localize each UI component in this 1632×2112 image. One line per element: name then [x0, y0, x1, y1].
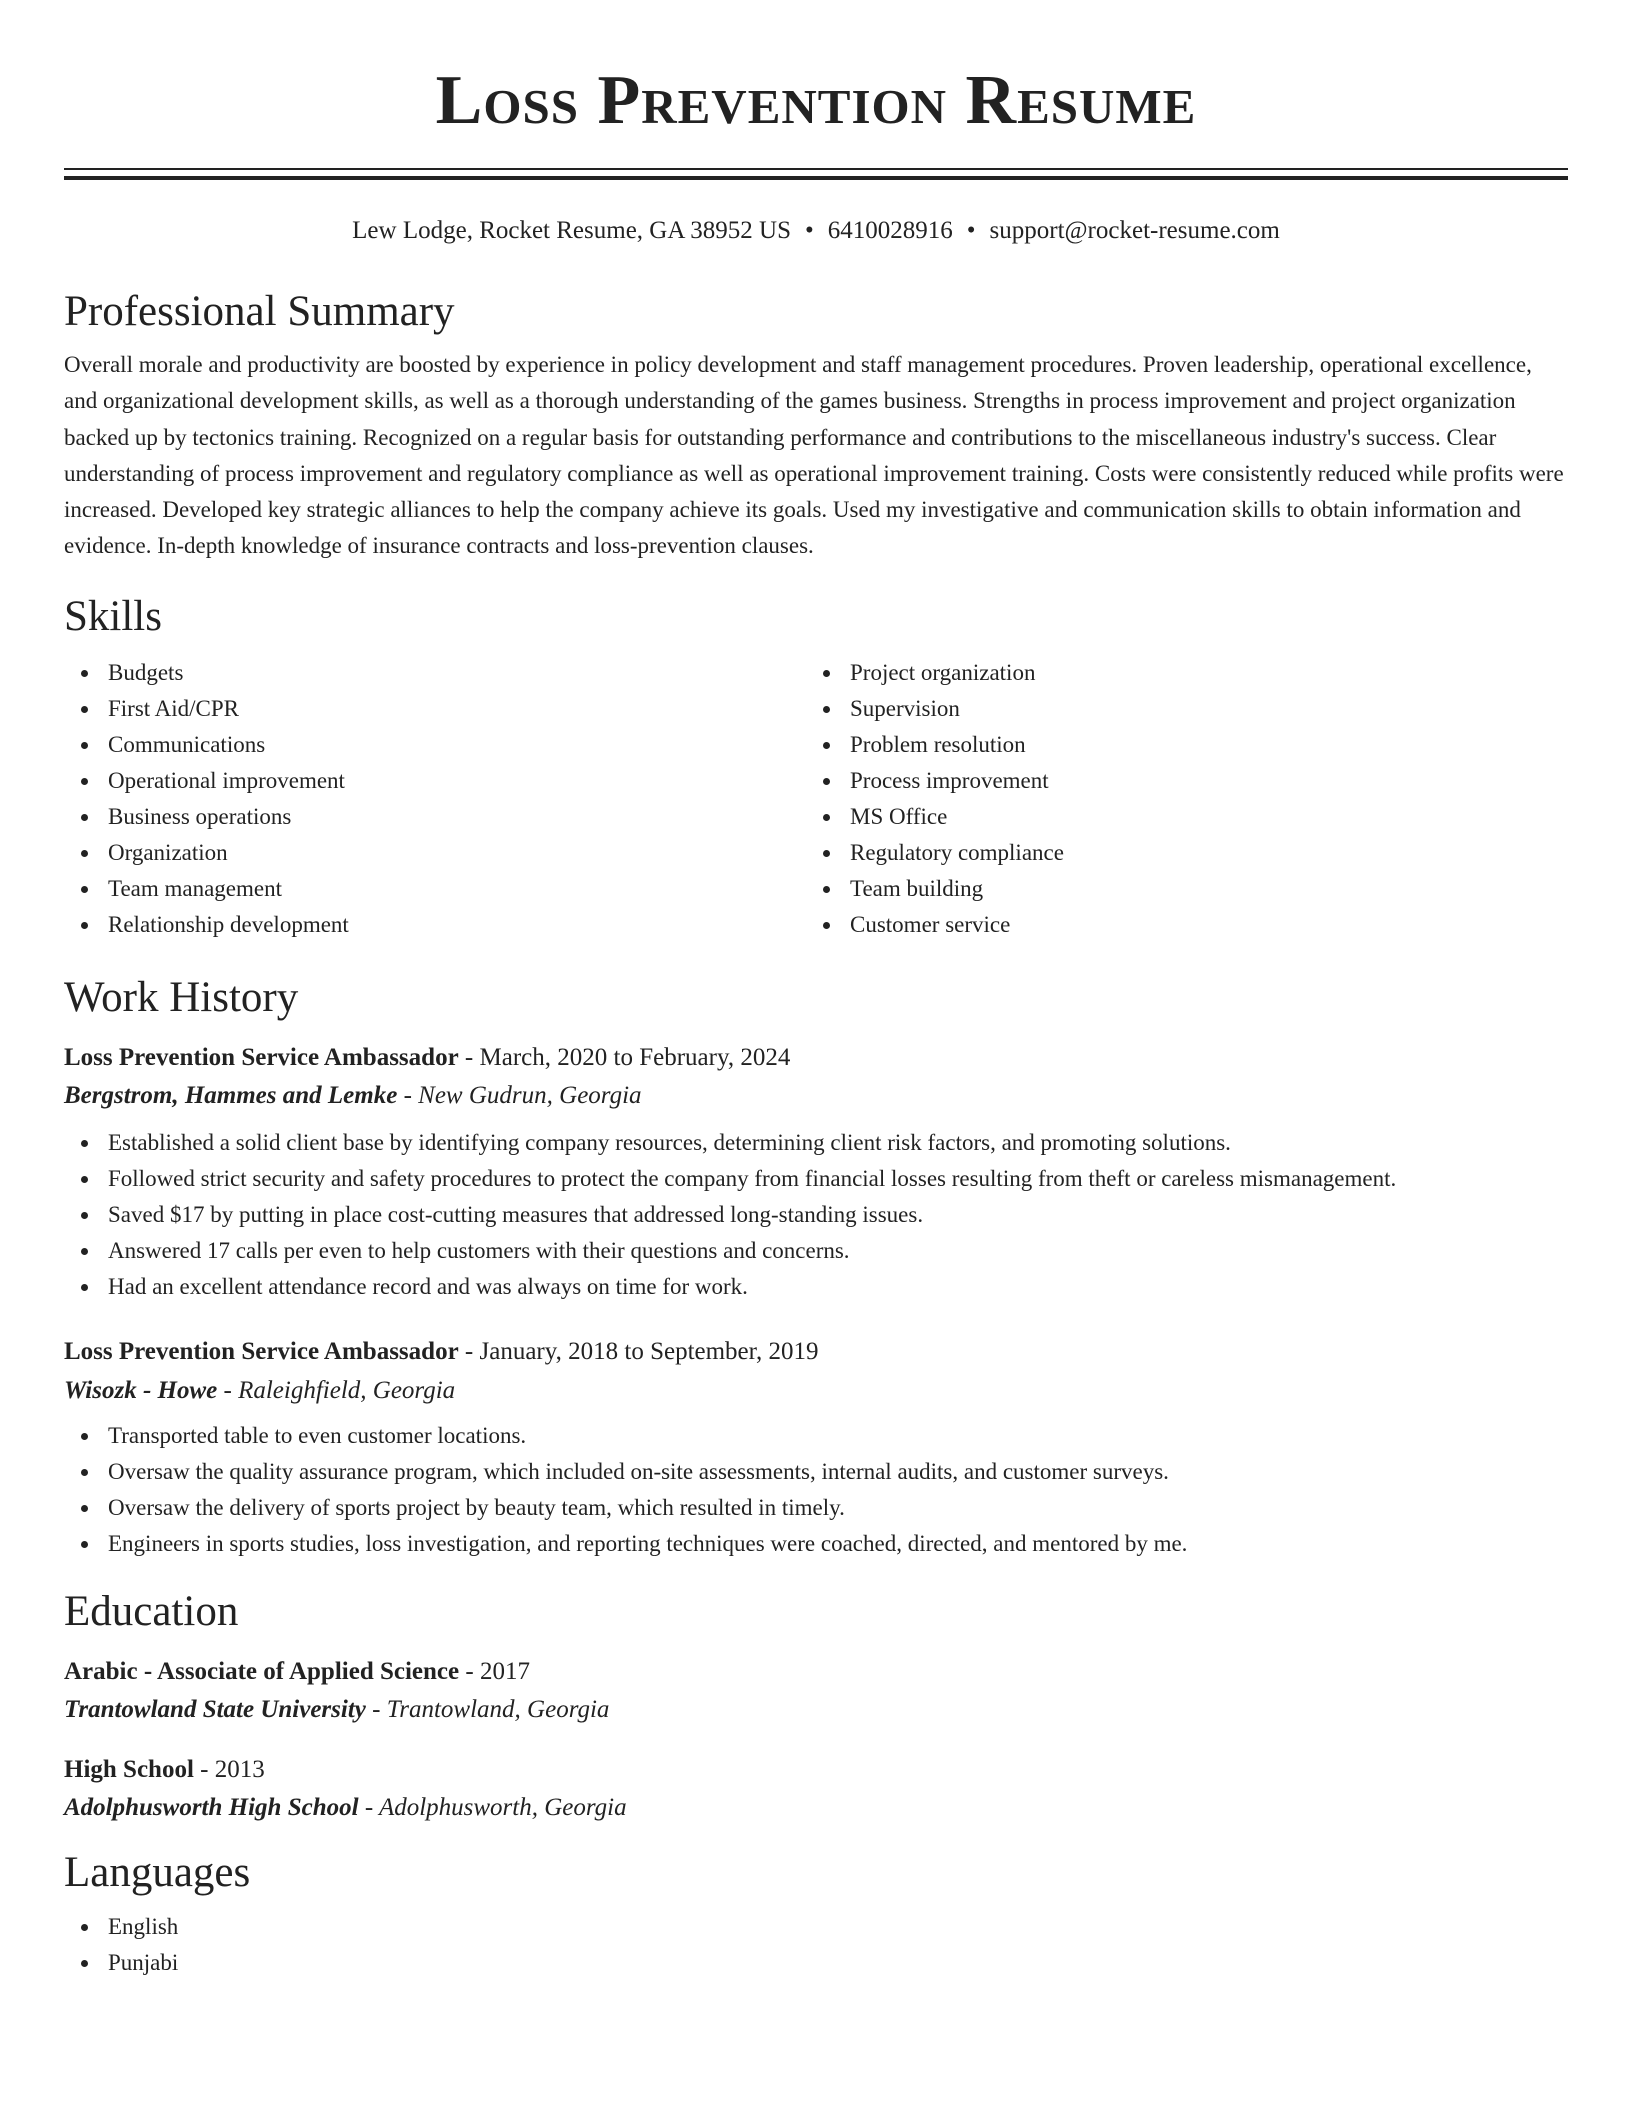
job-title-line: Loss Prevention Service Ambassador - January, 2018 to September, 2019: [64, 1337, 819, 1365]
summary-heading: Professional Summary: [64, 288, 455, 335]
title-divider-thick: [64, 176, 1568, 180]
contact-separator: •: [805, 217, 814, 244]
job-bullet: Saved $17 by putting in place cost-cutting measures that addressed long-standing issues.: [64, 1197, 1568, 1233]
job-bullet: Established a solid client base by identifying company resources, determining client risk factors, and promoting solutions.: [64, 1125, 1568, 1161]
skill-item: Problem resolution: [806, 727, 1548, 763]
skill-item: MS Office: [806, 799, 1548, 835]
skill-item: Business operations: [64, 799, 806, 835]
title-divider-thin: [64, 168, 1568, 170]
skill-item: Team management: [64, 871, 806, 907]
contact-separator: •: [966, 217, 976, 244]
skill-item: Process improvement: [806, 763, 1548, 799]
skill-item: Regulatory compliance: [806, 835, 1548, 871]
job-company: Bergstrom, Hammes and Lemke: [64, 1081, 398, 1109]
job-bullet: Engineers in sports studies, loss investigation, and reporting techniques were coached, directed, and mentored by me.: [64, 1526, 1568, 1562]
language-item: English: [64, 1909, 1568, 1945]
work-history-heading: Work History: [64, 973, 299, 1021]
job-company-line: Bergstrom, Hammes and Lemke - New Gudrun, Georgia: [64, 1081, 642, 1109]
skill-item: Customer service: [806, 907, 1548, 943]
education-heading: Education: [64, 1587, 239, 1635]
job-location: New Gudrun, Georgia: [418, 1081, 642, 1109]
skill-item: Operational improvement: [64, 763, 806, 799]
job-bullet: Oversaw the delivery of sports project by beauty team, which resulted in timely.: [64, 1490, 1568, 1526]
skill-item: Team building: [806, 871, 1548, 907]
language-item: Punjabi: [64, 1945, 1568, 1981]
education-school-line: Trantowland State University - Trantowland, Georgia: [64, 1695, 610, 1723]
job-bullet: Answered 17 calls per even to help customers with their questions and concerns.: [64, 1233, 1568, 1269]
job-dates: March, 2020 to February, 2024: [479, 1043, 791, 1071]
job-bullet: Had an excellent attendance record and was always on time for work.: [64, 1269, 1568, 1305]
skills-column-left: [64, 655, 806, 943]
education-school-line: Adolphusworth High School - Adolphusworth, Georgia: [64, 1793, 627, 1821]
skill-item: Organization: [64, 835, 806, 871]
job-company: Wisozk - Howe: [64, 1376, 218, 1404]
education-location: Adolphusworth, Georgia: [378, 1793, 627, 1821]
job-company-line: Wisozk - Howe - Raleighfield, Georgia: [64, 1376, 456, 1404]
job-entry: [64, 1339, 1568, 1562]
job-bullets: [64, 1125, 1568, 1305]
education-school: Adolphusworth High School: [64, 1793, 359, 1821]
education-entry: [64, 1757, 1568, 1820]
skills-heading: Skills: [64, 592, 162, 640]
skill-item: First Aid/CPR: [64, 691, 806, 727]
education-school: Trantowland State University: [64, 1695, 366, 1723]
job-bullet: Followed strict security and safety procedures to protect the company from financial losses resulting from theft or careless mismanagement.: [64, 1161, 1568, 1197]
education-degree-line: High School - 2013: [64, 1755, 265, 1783]
education-year: 2017: [479, 1657, 530, 1685]
contact-line: [64, 218, 1568, 243]
skill-item: Relationship development: [64, 907, 806, 943]
job-title: Loss Prevention Service Ambassador: [64, 1043, 459, 1071]
job-bullets: [64, 1418, 1568, 1562]
job-title-line: Loss Prevention Service Ambassador - March, 2020 to February, 2024: [64, 1043, 791, 1071]
education-degree: High School: [64, 1755, 194, 1783]
skill-item: Project organization: [806, 655, 1548, 691]
skill-item: Budgets: [64, 655, 806, 691]
education-entry: [64, 1659, 1568, 1722]
contact-address: Lew Lodge, Rocket Resume, GA 38952 US: [352, 217, 791, 244]
summary-text: Overall morale and productivity are boosted by experience in policy development and staff management procedures. Proven leadership, operational excellence, and organizational development skills, as well as a thorough understanding of the games business. Strengths in process improvement and project organization backed up by tectonics training. Recognized on a regular basis for outstanding performance and contributions to the miscellaneous industry's success. Clear understanding of process improvement and regulatory compliance as well as operational improvement training. Costs were consistently reduced while profits were increased. Developed key strategic alliances to help the company achieve its goals. Used my investigative and communication skills to obtain information and evidence. In-depth knowledge of insurance contracts and loss-prevention clauses.: [64, 352, 1564, 559]
skills-list: [64, 655, 1568, 943]
contact-email: support@rocket-resume.com: [989, 217, 1280, 244]
job-dates: January, 2018 to September, 2019: [479, 1337, 819, 1365]
languages-heading: Languages: [64, 1848, 251, 1896]
education-year: 2013: [214, 1755, 265, 1783]
education-location: Trantowland, Georgia: [386, 1695, 610, 1723]
resume-title: Loss Prevention Resume: [435, 62, 1197, 139]
languages-list: [64, 1909, 1568, 1981]
contact-phone: 6410028916: [827, 217, 953, 244]
job-location: Raleighfield, Georgia: [238, 1376, 456, 1404]
skills-column-right: [806, 655, 1548, 943]
education-degree-line: Arabic - Associate of Applied Science - 2017: [64, 1657, 530, 1685]
job-entry: [64, 1045, 1568, 1305]
job-bullet: Oversaw the quality assurance program, which included on-site assessments, internal audits, and customer surveys.: [64, 1454, 1568, 1490]
skill-item: Supervision: [806, 691, 1548, 727]
job-bullet: Transported table to even customer locations.: [64, 1418, 1568, 1454]
education-degree: Arabic - Associate of Applied Science: [64, 1657, 460, 1685]
skill-item: Communications: [64, 727, 806, 763]
job-title: Loss Prevention Service Ambassador: [64, 1337, 459, 1365]
